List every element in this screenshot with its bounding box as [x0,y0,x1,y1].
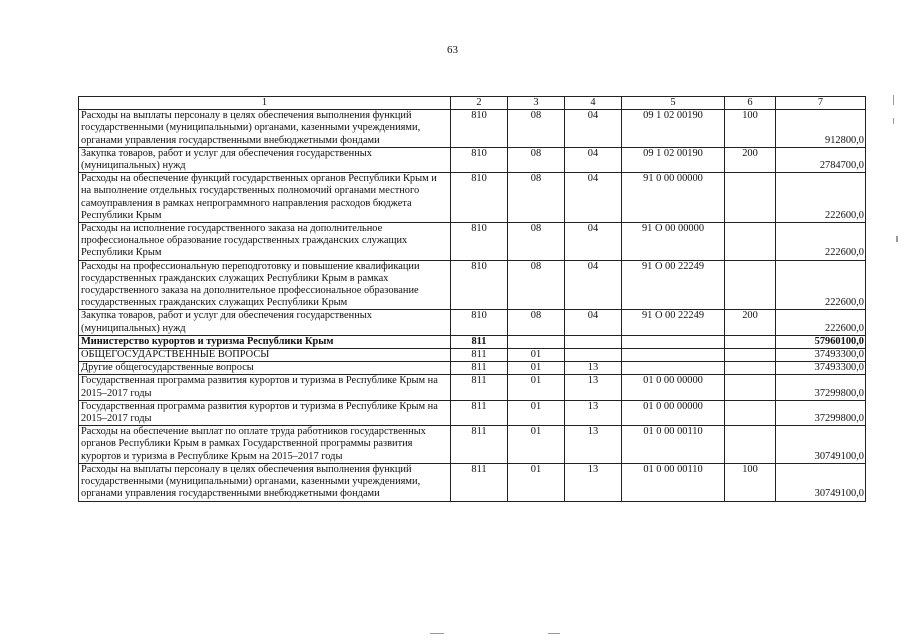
cell-expense-type: 100 [725,110,776,148]
cell-section: 01 [508,463,565,501]
cell-target: 01 0 00 00110 [622,426,725,464]
budget-table [78,96,866,502]
scan-mark [893,95,894,105]
row-name: Министерство курортов и туризма Республики Крым [79,335,451,348]
cell-section: 08 [508,310,565,335]
cell-ministry: 810 [451,147,508,172]
row-name: Государственная программа развития курортов и туризма в Республике Крым на 2015–2017 годы [79,400,451,425]
table-row [79,400,866,425]
column-header: 5 [622,97,725,110]
row-name: Другие общегосударственные вопросы [79,362,451,375]
cell-target [622,349,725,362]
cell-section: 08 [508,173,565,223]
cell-expense-type [725,426,776,464]
cell-ministry: 810 [451,310,508,335]
column-header: 6 [725,97,776,110]
scan-mark [893,118,894,124]
cell-target: 91 0 00 00000 [622,173,725,223]
cell-section: 08 [508,223,565,261]
cell-amount: 222600,0 [776,223,866,261]
cell-expense-type [725,362,776,375]
cell-amount: 37493300,0 [776,349,866,362]
cell-expense-type: 100 [725,463,776,501]
table-row [79,375,866,400]
table-row [79,147,866,172]
column-header: 2 [451,97,508,110]
cell-subsection: 04 [565,223,622,261]
table-row [79,310,866,335]
cell-ministry: 811 [451,335,508,348]
cell-section: 01 [508,375,565,400]
row-name: Расходы на выплаты персоналу в целях обеспечения выполнения функций государственными (муниципальными) органами, казенными учреждениями, органами управления государственными внебюджетными фондами [79,463,451,501]
table-row [79,223,866,261]
cell-ministry: 811 [451,400,508,425]
table-row [79,335,866,348]
cell-amount: 222600,0 [776,173,866,223]
cell-target: 01 0 00 00000 [622,375,725,400]
table-row [79,349,866,362]
cell-section: 08 [508,147,565,172]
cell-amount: 222600,0 [776,310,866,335]
cell-section: 01 [508,362,565,375]
cell-target: 01 0 00 00110 [622,463,725,501]
cell-amount: 37299800,0 [776,375,866,400]
cell-amount: 57960100,0 [776,335,866,348]
cell-target [622,335,725,348]
table-row [79,463,866,501]
cell-subsection: 04 [565,173,622,223]
cell-subsection: 13 [565,463,622,501]
cell-amount: 30749100,0 [776,426,866,464]
cell-target: 91 О 00 00000 [622,223,725,261]
cell-expense-type: 200 [725,310,776,335]
page-number: 63 [447,44,458,56]
cell-amount: 222600,0 [776,260,866,310]
cell-amount: 37299800,0 [776,400,866,425]
row-name: Закупка товаров, работ и услуг для обеспечения государственных (муниципальных) нужд [79,310,451,335]
table-row [79,260,866,310]
column-header: 1 [79,97,451,110]
table-row [79,173,866,223]
row-name: Расходы на обеспечение функций государственных органов Республики Крым и на выполнение отдельных государственных полномочий органами местного самоуправления в рамках непрограммного направления расходов бюджета Республики Крым [79,173,451,223]
cell-target: 09 1 02 00190 [622,147,725,172]
cell-expense-type [725,335,776,348]
cell-expense-type [725,375,776,400]
cell-subsection: 13 [565,375,622,400]
row-name: Государственная программа развития курортов и туризма в Республике Крым на 2015–2017 годы [79,375,451,400]
cell-amount: 2784700,0 [776,147,866,172]
cell-ministry: 811 [451,463,508,501]
column-header: 4 [565,97,622,110]
cell-ministry: 811 [451,426,508,464]
cell-subsection: 13 [565,362,622,375]
cell-subsection: 04 [565,260,622,310]
cell-expense-type [725,260,776,310]
row-name: Закупка товаров, работ и услуг для обеспечения государственных (муниципальных) нужд [79,147,451,172]
row-name: Расходы на профессиональную переподготовку и повышение квалификации государственных гражданских служащих Республики Крым в рамках государственного заказа на дополнительное профессиональное образование государственных гражданских служащих Республики Крым [79,260,451,310]
cell-ministry: 811 [451,375,508,400]
cell-amount: 30749100,0 [776,463,866,501]
cell-ministry: 810 [451,110,508,148]
scan-mark [548,633,560,634]
cell-subsection: 04 [565,147,622,172]
cell-amount: 37493300,0 [776,362,866,375]
cell-ministry: 810 [451,260,508,310]
table-row [79,426,866,464]
scan-mark [430,633,444,634]
cell-subsection: 04 [565,310,622,335]
cell-target: 09 1 02 00190 [622,110,725,148]
cell-section [508,335,565,348]
cell-expense-type [725,349,776,362]
scan-mark [896,236,898,242]
cell-ministry: 811 [451,362,508,375]
cell-ministry: 811 [451,349,508,362]
cell-ministry: 810 [451,173,508,223]
cell-target [622,362,725,375]
cell-expense-type: 200 [725,147,776,172]
row-name: Расходы на исполнение государственного заказа на дополнительное профессиональное образование государственных гражданских служащих Республики Крым [79,223,451,261]
table-row [79,110,866,148]
cell-subsection: 13 [565,400,622,425]
cell-target: 91 О 00 22249 [622,310,725,335]
row-name: Расходы на выплаты персоналу в целях обеспечения выполнения функций государственными (муниципальными) органами, казенными учреждениями, органами управления государственными внебюджетными фондами [79,110,451,148]
cell-expense-type [725,173,776,223]
cell-section: 01 [508,400,565,425]
cell-subsection [565,335,622,348]
row-name: ОБЩЕГОСУДАРСТВЕННЫЕ ВОПРОСЫ [79,349,451,362]
cell-target: 91 О 00 22249 [622,260,725,310]
table-row [79,362,866,375]
column-header: 3 [508,97,565,110]
cell-section: 08 [508,260,565,310]
cell-target: 01 0 00 00000 [622,400,725,425]
cell-subsection: 13 [565,426,622,464]
cell-expense-type [725,400,776,425]
cell-subsection: 04 [565,110,622,148]
row-name: Расходы на обеспечение выплат по оплате труда работников государственных органов Республики Крым в рамках Государственной программы развития курортов и туризма в Республике Крым на 2015–2017 годы [79,426,451,464]
cell-ministry: 810 [451,223,508,261]
cell-section: 01 [508,349,565,362]
cell-section: 08 [508,110,565,148]
cell-subsection [565,349,622,362]
cell-section: 01 [508,426,565,464]
table-header-row [79,97,866,110]
cell-amount: 912800,0 [776,110,866,148]
cell-expense-type [725,223,776,261]
column-header: 7 [776,97,866,110]
